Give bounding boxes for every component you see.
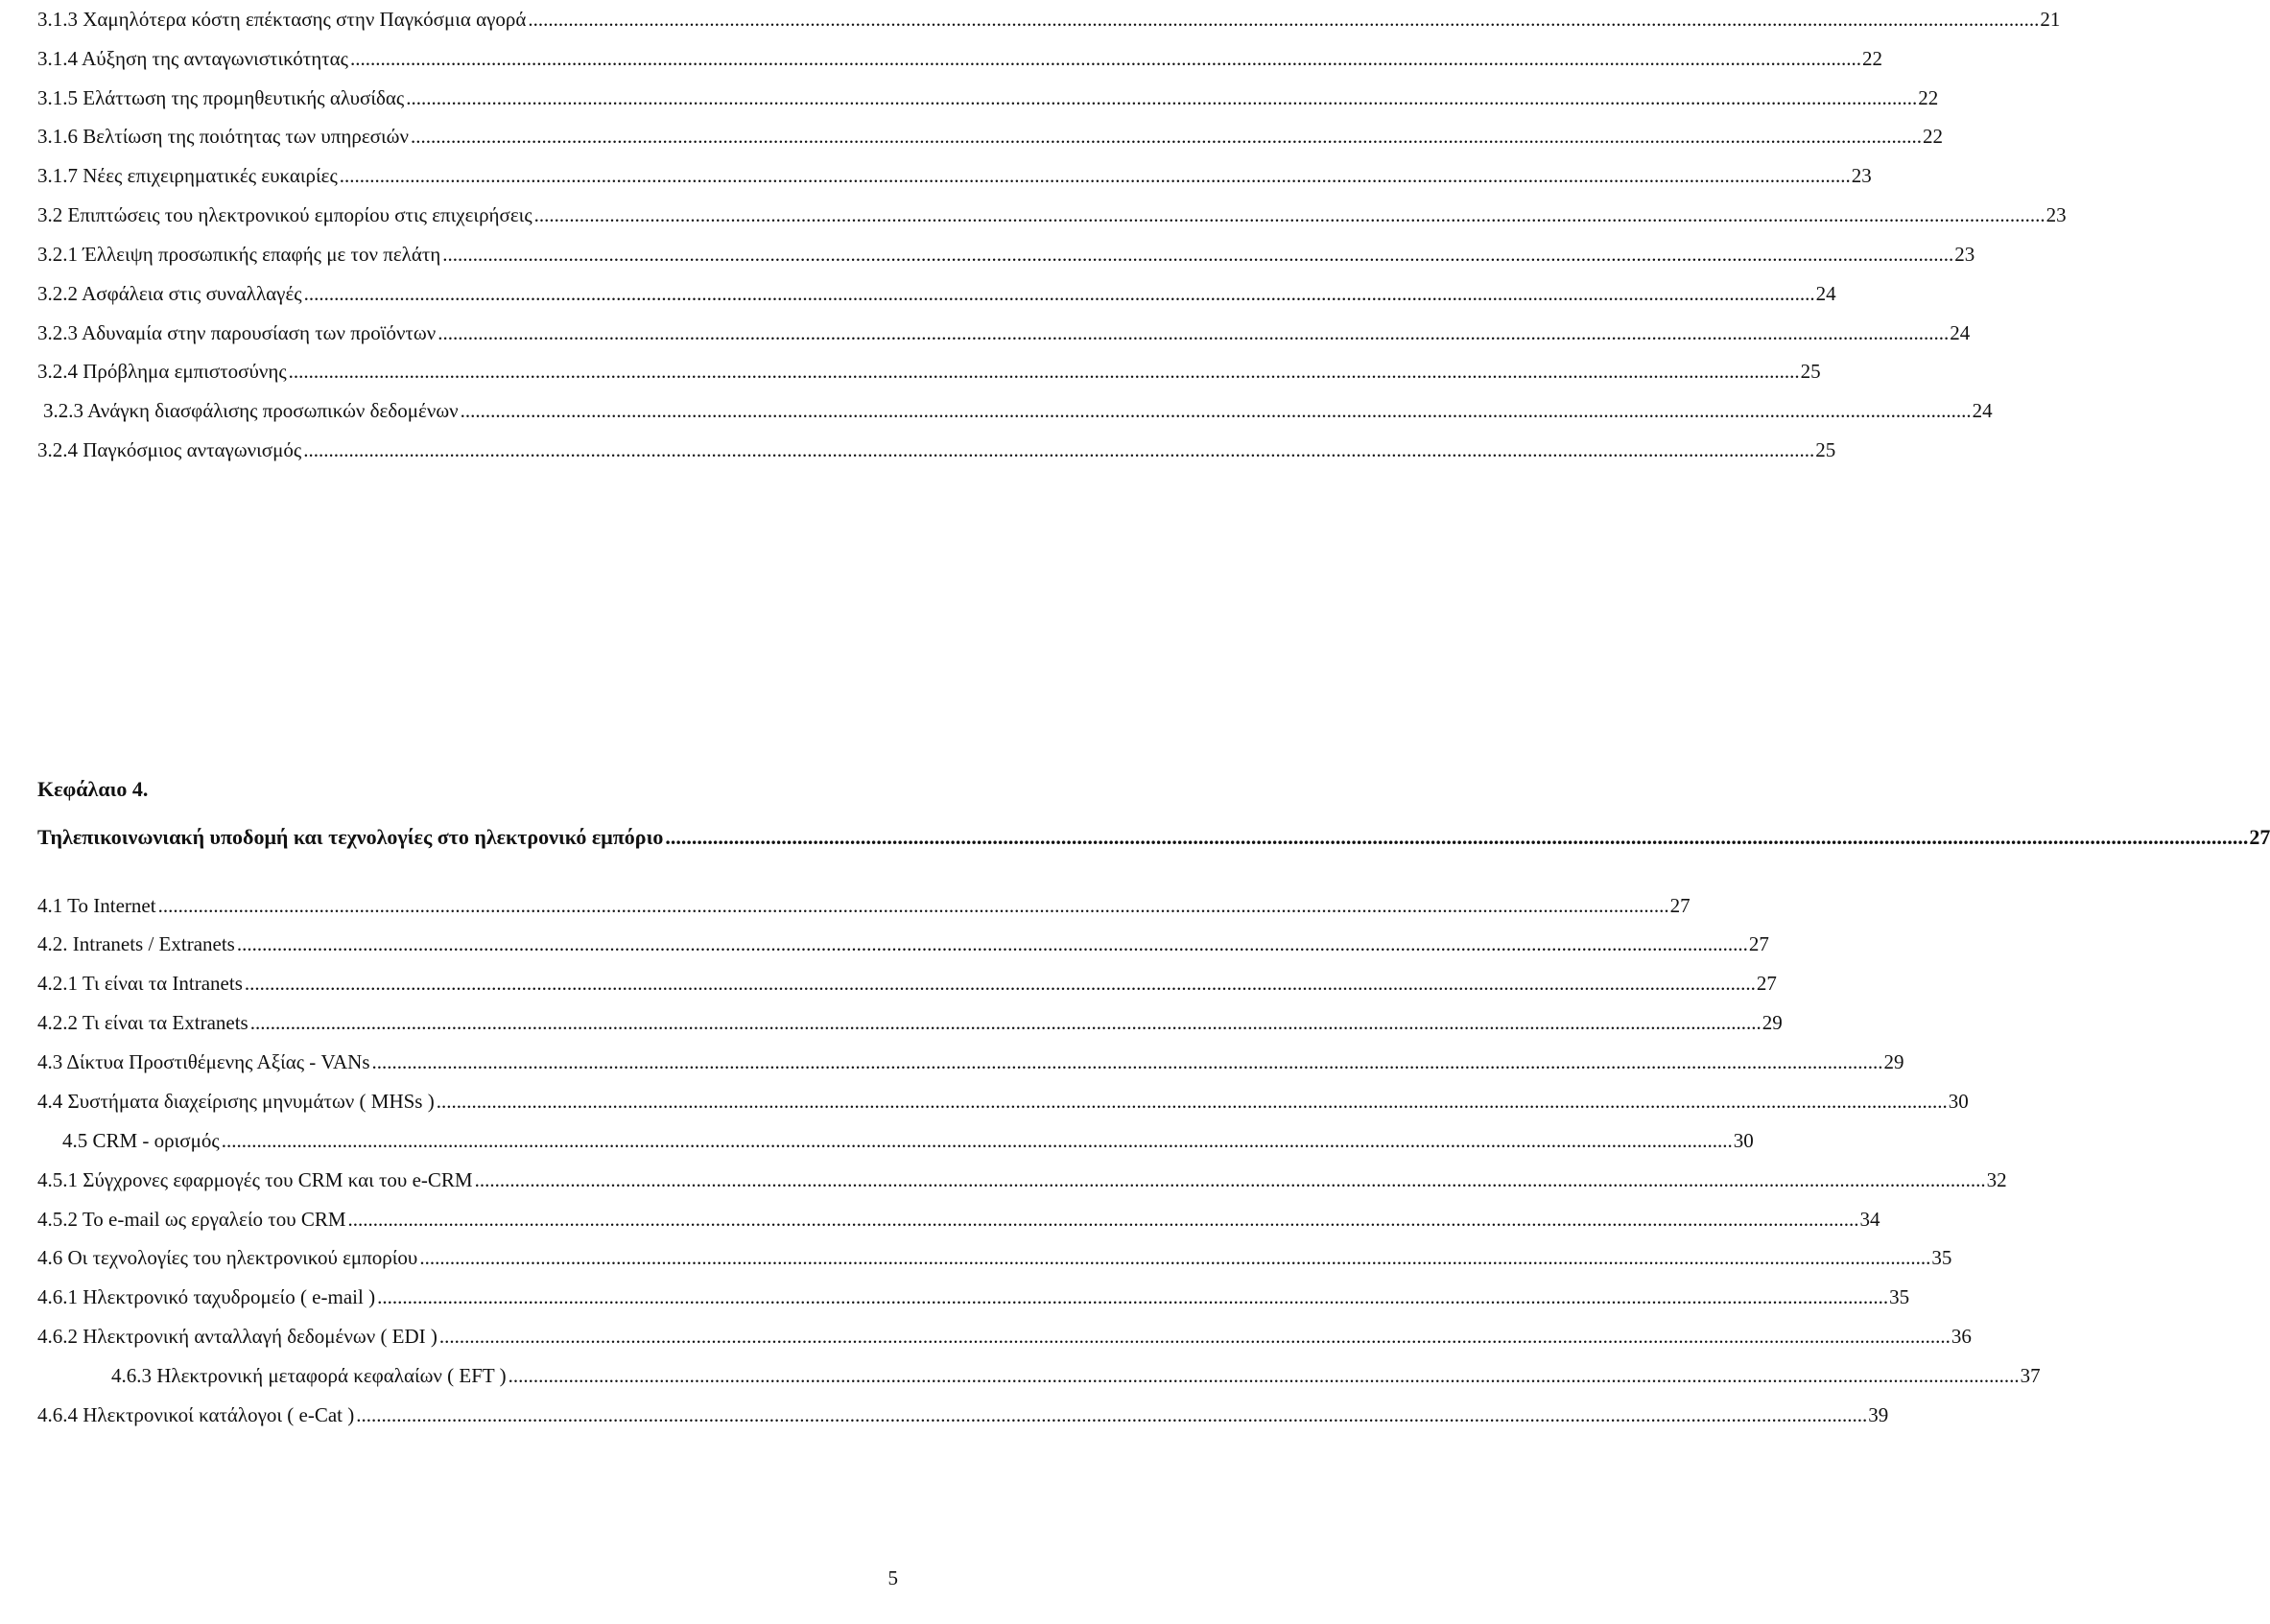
toc-entry-page: 24 — [1950, 321, 1971, 344]
dot-leader: ............................................................................................................................................................................................................................................................................................................ — [665, 825, 2249, 849]
dot-leader: ............................................................................................................................................................................................................................................................................................................ — [349, 47, 1861, 70]
toc-entry-4-3[interactable] — [37, 1043, 1904, 1073]
toc-entry-label: 3.2.1 Έλλειψη προσωπικής επαφής με τον πελάτη — [37, 243, 441, 266]
toc-entry-label: 3.2.4 Πρόβλημα εμπιστοσύνης — [37, 360, 287, 383]
toc-entry-label: 3.1.3 Χαμηλότερα κόστη επέκτασης στην Παγκόσμια αγορά — [37, 8, 527, 31]
toc-entry-label: 4.4 Συστήματα διαχείρισης μηνυμάτων ( MHSs ) — [37, 1090, 435, 1113]
dot-leader: ............................................................................................................................................................................................................................................................................................................ — [437, 321, 1950, 344]
dot-leader: ............................................................................................................................................................................................................................................................................................................ — [288, 360, 1800, 383]
toc-entry-page: 35 — [1889, 1285, 1910, 1308]
toc-entry-3-2-1[interactable] — [37, 235, 1975, 266]
toc-entry-page: 22 — [1918, 86, 1939, 109]
toc-entry-page: 37 — [2020, 1364, 2041, 1387]
toc-entry-label: 4.5.2 Το e-mail ως εργαλείο του CRM — [37, 1208, 346, 1231]
toc-entry-page: 21 — [2040, 8, 2061, 31]
toc-entry-label: 4.6.1 Ηλεκτρονικό ταχυδρομείο ( e-mail ) — [37, 1285, 376, 1308]
toc-entry-page: 34 — [1859, 1208, 1880, 1231]
toc-entry-page: 30 — [1733, 1129, 1754, 1152]
toc-entry-3-2[interactable] — [37, 196, 2067, 226]
toc-entry-label: 4.3 Δίκτυα Προστιθέμενης Αξίας - VANs — [37, 1050, 370, 1073]
dot-leader: ............................................................................................................................................................................................................................................................................................................ — [528, 8, 2040, 31]
toc-entry-label: 3.1.4 Αύξηση της ανταγωνιστικότητας — [37, 47, 348, 70]
toc-entry-4-6-4[interactable] — [37, 1396, 1889, 1426]
dot-leader: ............................................................................................................................................................................................................................................................................................................ — [303, 438, 1815, 461]
toc-entry-4-5-1[interactable] — [37, 1161, 2007, 1191]
toc-entry-page: 24 — [1972, 399, 1993, 422]
toc-entry-page: 27 — [1669, 894, 1691, 917]
toc-entry-4-2-1[interactable] — [37, 964, 1777, 995]
toc-entry-3-2-3[interactable] — [37, 314, 1971, 344]
toc-entry-label: 4.1 Το Internet — [37, 894, 156, 917]
dot-leader: ............................................................................................................................................................................................................................................................................................................ — [339, 164, 1851, 187]
dot-leader: ............................................................................................................................................................................................................................................................................................................ — [347, 1208, 1859, 1231]
toc-entry-label: 3.2.3 Αδυναμία στην παρουσίαση των προϊόντων — [37, 321, 437, 344]
dot-leader: ............................................................................................................................................................................................................................................................................................................ — [410, 125, 1922, 148]
dot-leader: ............................................................................................................................................................................................................................................................................................................ — [371, 1050, 1883, 1073]
toc-entry-label: 4.2.2 Τι είναι τα Extranets — [37, 1011, 248, 1034]
toc-entry-label: 3.2.3 Ανάγκη διασφάλισης προσωπικών δεδομένων — [43, 399, 459, 422]
toc-entry-4-6-1[interactable] — [37, 1278, 1910, 1308]
toc-entry-4-2-2[interactable] — [37, 1003, 1783, 1034]
dot-leader: ............................................................................................................................................................................................................................................................................................................ — [236, 932, 1748, 955]
toc-entry-4-6-3[interactable] — [111, 1356, 2041, 1387]
dot-leader: ............................................................................................................................................................................................................................................................................................................ — [356, 1403, 1868, 1426]
toc-entry-page: 29 — [1883, 1050, 1904, 1073]
chapter-page: 27 — [2249, 825, 2270, 849]
toc-entry-label: 4.5.1 Σύγχρονες εφαρμογές του CRM και του e-CRM — [37, 1168, 473, 1191]
toc-entry-label: 4.6.4 Ηλεκτρονικοί κατάλογοι ( e-Cat ) — [37, 1403, 355, 1426]
toc-entry-label: 4.2. Intranets / Extranets — [37, 932, 235, 955]
dot-leader: ............................................................................................................................................................................................................................................................................................................ — [249, 1011, 1762, 1034]
dot-leader: ............................................................................................................................................................................................................................................................................................................ — [438, 1325, 1951, 1348]
toc-entry-page: 23 — [2045, 203, 2067, 226]
toc-entry-label: 3.2.2 Ασφάλεια στις συναλλαγές — [37, 282, 302, 305]
toc-entry-label: 4.6.2 Ηλεκτρονική ανταλλαγή δεδομένων ( EDI ) — [37, 1325, 437, 1348]
toc-entry-3-1-6[interactable] — [37, 117, 1943, 148]
toc-entry-3-1-7[interactable] — [37, 156, 1872, 187]
toc-entry-3-1-4[interactable] — [37, 39, 1882, 70]
dot-leader: ............................................................................................................................................................................................................................................................................................................ — [377, 1285, 1889, 1308]
toc-entry-4-4[interactable] — [37, 1082, 1969, 1113]
toc-entry-4-5[interactable] — [62, 1121, 1754, 1152]
toc-entry-4-1[interactable] — [37, 886, 1691, 917]
dot-leader: ............................................................................................................................................................................................................................................................................................................ — [406, 86, 1918, 109]
dot-leader: ............................................................................................................................................................................................................................................................................................................ — [533, 203, 2045, 226]
toc-entry-3-2-4-b[interactable] — [37, 431, 1836, 461]
dot-leader: ............................................................................................................................................................................................................................................................................................................ — [221, 1129, 1733, 1152]
toc-entry-4-6[interactable] — [37, 1238, 1952, 1269]
toc-entry-label: 3.2.4 Παγκόσμιος ανταγωνισμός — [37, 438, 302, 461]
toc-entry-3-1-5[interactable] — [37, 79, 1939, 109]
chapter-title: Τηλεπικοινωνιακή υποδομή και τεχνολογίες στο ηλεκτρονικό εμπόριο — [37, 825, 664, 849]
page-number: 5 — [887, 1566, 898, 1589]
toc-entry-page: 27 — [1756, 972, 1777, 995]
dot-leader: ............................................................................................................................................................................................................................................................................................................ — [244, 972, 1756, 995]
toc-entry-page: 36 — [1951, 1325, 1972, 1348]
dot-leader: ............................................................................................................................................................................................................................................................................................................ — [508, 1364, 2020, 1387]
dot-leader: ............................................................................................................................................................................................................................................................................................................ — [460, 399, 1972, 422]
chapter-heading: Κεφάλαιο 4. — [37, 777, 149, 801]
toc-entry-page: 35 — [1931, 1246, 1952, 1269]
toc-entry-page: 25 — [1815, 438, 1836, 461]
toc-entry-label: 3.1.5 Ελάττωση της προμηθευτικής αλυσίδας — [37, 86, 405, 109]
toc-entry-page: 32 — [1986, 1168, 2007, 1191]
toc-entry-page: 25 — [1800, 360, 1821, 383]
toc-entry-label: 4.2.1 Τι είναι τα Intranets — [37, 972, 243, 995]
toc-entry-3-1-3[interactable] — [37, 0, 2061, 31]
toc-entry-page: 29 — [1762, 1011, 1783, 1034]
toc-entry-page: 23 — [1954, 243, 1975, 266]
dot-leader: ............................................................................................................................................................................................................................................................................................................ — [474, 1168, 1986, 1191]
toc-entry-page: 30 — [1948, 1090, 1969, 1113]
toc-entry-label: 3.2 Επιπτώσεις του ηλεκτρονικού εμπορίου στις επιχειρήσεις — [37, 203, 532, 226]
dot-leader: ............................................................................................................................................................................................................................................................................................................ — [157, 894, 1669, 917]
toc-entry-4-6-2[interactable] — [37, 1317, 1972, 1348]
toc-entry-label: 4.6.3 Ηλεκτρονική μεταφορά κεφαλαίων ( EFT ) — [111, 1364, 507, 1387]
toc-entry-4-2[interactable] — [37, 925, 1769, 955]
toc-entry-4-5-2[interactable] — [37, 1200, 1880, 1231]
dot-leader: ............................................................................................................................................................................................................................................................................................................ — [419, 1246, 1931, 1269]
toc-entry-page: 39 — [1868, 1403, 1889, 1426]
toc-entry-page: 23 — [1851, 164, 1872, 187]
dot-leader: ............................................................................................................................................................................................................................................................................................................ — [303, 282, 1815, 305]
dot-leader: ............................................................................................................................................................................................................................................................................................................ — [442, 243, 1954, 266]
toc-entry-3-2-4[interactable] — [37, 352, 1821, 383]
toc-entry-page: 27 — [1748, 932, 1769, 955]
toc-entry-label: 4.6 Οι τεχνολογίες του ηλεκτρονικού εμπορίου — [37, 1246, 418, 1269]
dot-leader: ............................................................................................................................................................................................................................................................................................................ — [436, 1090, 1948, 1113]
toc-entry-page: 22 — [1922, 125, 1943, 148]
toc-entry-3-2-3-b[interactable] — [43, 391, 1993, 422]
toc-entry-page: 22 — [1861, 47, 1882, 70]
toc-entry-label: 4.5 CRM - ορισμός — [62, 1129, 220, 1152]
toc-entry-3-2-2[interactable] — [37, 274, 1836, 305]
toc-entry-label: 3.1.6 Βελτίωση της ποιότητας των υπηρεσιών — [37, 125, 409, 148]
toc-entry-chapter-4[interactable] — [37, 818, 2270, 849]
toc-entry-label: 3.1.7 Νέες επιχειρηματικές ευκαιρίες — [37, 164, 338, 187]
toc-entry-page: 24 — [1815, 282, 1836, 305]
